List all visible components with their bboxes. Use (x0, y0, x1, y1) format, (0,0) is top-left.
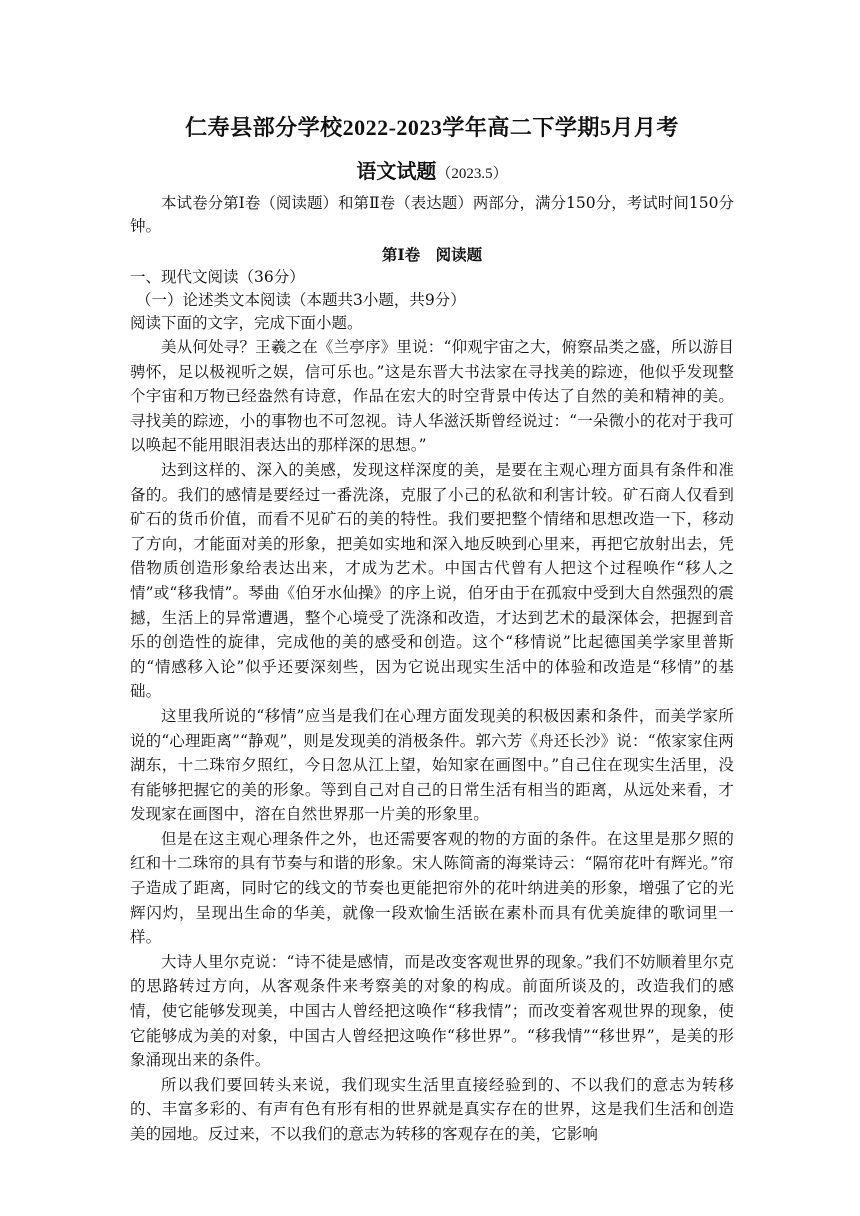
instruction: 阅读下面的文字，完成下面小题。 (130, 314, 363, 332)
sub-heading: （一）论述类文本阅读（本题共3小题，共9分） (136, 291, 466, 309)
exam-date: （2023.5） (436, 166, 508, 182)
paragraph: 所以我们要回转头来说，我们现实生活里直接经验到的、不以我们的意志为转移的、丰富多彩的、有声有色有形有相的世界就是真实存在的世界，这是我们生活和创造美的园地。反过来，不以我们的意志为转移的客观存在的美，它影响 (130, 1075, 734, 1143)
paragraph: 但是在这主观心理条件之外，也还需要客观的物的方面的条件。在这里是那夕照的红和十二珠帘的具有节奏与和谐的形象。宋人陈简斋的海棠诗云：“隔帘花叶有辉光。”帘子造成了距离，同时它的线文的节奏也更能把帘外的花叶纳进美的形象，增强了它的光辉闪灼，呈现出生命的华美，就像一段欢愉生活嵌在素朴而具有优美旋律的歌词里一样。 (130, 829, 734, 947)
exam-page (130, 108, 734, 1147)
part-heading: 一、现代文阅读（36分） (130, 268, 305, 286)
paragraph: 这里我所说的“移情”应当是我们在心理方面发现美的积极因素和条件，而美学家所说的“心理距离”“静观”，则是发现美的消极条件。郭六芳《舟还长沙》说：“侬家家住两湖东，十二珠帘夕照红，今日忽从江上望，始知家在画图中。”自己住在现实生活里，没有能够把握它的美的形象。等到自己对自己的日常生活有相当的距离，从远处来看，才发现家在画图中，溶在自然世界那一片美的形象里。 (130, 706, 734, 824)
exam-title: 仁寿县部分学校2022-2023学年高二下学期5月月考 (185, 115, 679, 140)
section-title: 第Ⅰ卷 阅读题 (381, 245, 483, 264)
subject-title: 语文试题 (356, 161, 437, 183)
exam-subtitle (130, 156, 734, 188)
paragraph: 达到这样的、深入的美感，发现这样深度的美，是要在主观心理方面具有条件和准备的。我们的感情是要经过一番洗涤，克服了小己的私欲和利害计较。矿石商人仅看到矿石的货币价值，而看不见矿石的美的特性。我们要把整个情绪和思想改造一下，移动了方向，才能面对美的形象，把美如实地和深入地反映到心里来，再把它放射出去，凭借物质创造形象给表达出来，才成为艺术。中国古代曾有人把这个过程唤作“移人之情”或“移我情”。琴曲《伯牙水仙操》的序上说，伯牙由于在孤寂中受到大自然强烈的震撼，生活上的异常遭遇，整个心境受了洗涤和改造，才达到艺术的最深体会，把握到音乐的创造性的旋律，完成他的美的感受和创造。这个“移情说”比起德国美学家里普斯的“情感移入论”似乎还要深刻些，因为它说出现实生活中的体验和改造是“移情”的基础。 (130, 460, 734, 701)
exam-intro: 本试卷分第Ⅰ卷（阅读题）和第Ⅱ卷（表达题）两部分，满分150分，考试时间150分钟。 (130, 194, 734, 235)
paragraph: 美从何处寻？王羲之在《兰亭序》里说：“仰观宇宙之大，俯察品类之盛，所以游目骋怀，足以极视听之娱，信可乐也。”这是东晋大书法家在寻找美的踪迹，他似乎发现整个宇宙和万物已经盎然有诗意，作品在宏大的时空背景中传达了自然的美和精神的美。寻找美的踪迹，小的事物也不可忽视。诗人华滋沃斯曾经说过：“一朵微小的花对于我可以唤起不能用眼泪表达出的那样深的思想。” (130, 338, 734, 455)
paragraph: 大诗人里尔克说：“诗不徒是感情，而是改变客观世界的现象。”我们不妨顺着里尔克的思路转过方向，从客观条件来考察美的对象的构成。前面所谈及的，改造我们的感情，使它能够发现美，中国古人曾经把这唤作“移我情”；而改变着客观世界的现象，使它能够成为美的对象，中国古人曾经把这唤作“移世界”。“移我情”“移世界”，是美的形象涌现出来的条件。 (130, 952, 734, 1070)
